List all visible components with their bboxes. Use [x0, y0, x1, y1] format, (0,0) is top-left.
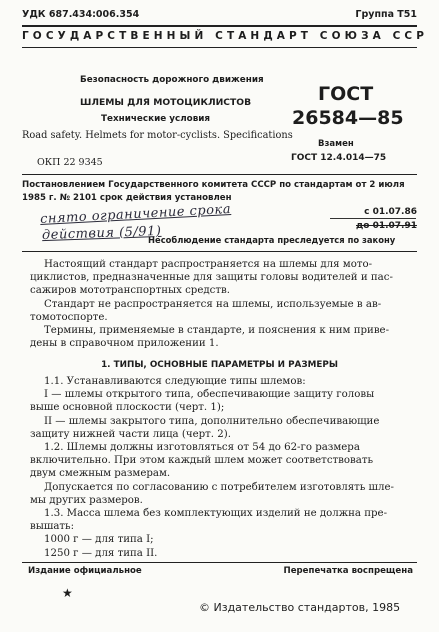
document-subtitle: Технические условия: [101, 114, 211, 124]
footer-rule: [22, 562, 417, 563]
intro-line: Стандарт не распространяется на шлемы, используемые в ав-: [44, 298, 382, 310]
section-line: II — шлемы закрытого типа, дополнительно обеспечивающие: [44, 415, 380, 427]
section-line: 1.2. Шлемы должны изготовляться от 54 до 62-го размера: [44, 442, 360, 454]
replaces-label: Взамен: [318, 139, 354, 149]
decree-line-1: Постановлением Государственного комитета СССР по стандартам от 2 июля: [22, 180, 405, 190]
section-line: выше основной плоскости (черт. 1);: [30, 402, 225, 414]
group-code: Группа Т51: [355, 9, 417, 20]
topic-line: Безопасность дорожного движения: [80, 75, 264, 85]
intro-line: сажиров мототранспортных средств.: [30, 285, 230, 297]
intro-line: циклистов, предназначенные для защиты головы водителей и пас-: [30, 272, 393, 284]
validity-to: до 01.07.91: [356, 221, 417, 231]
official-edition: Издание официальное: [28, 566, 142, 576]
reprint-prohibited: Перепечатка воспрещена: [283, 566, 413, 576]
handwritten-note-line-1: снято ограничение срока: [39, 202, 232, 227]
intro-line: Настоящий стандарт распространяется на шлемы для мото-: [44, 259, 373, 270]
section-line: мы других размеров.: [30, 494, 143, 506]
publisher-copyright: © Издательство стандартов, 1985: [199, 601, 401, 614]
intro-text: [30, 258, 415, 350]
udk-code: УДК 687.434:006.354: [22, 9, 140, 20]
title-english: Road safety. Helmets for motor-cyclists. Specifications: [22, 130, 293, 141]
okp-code: ОКП 22 9345: [37, 157, 103, 168]
section-line: I — шлемы открытого типа, обеспечивающие защиту головы: [44, 389, 375, 401]
decree-line-2: 1985 г. № 2101 срок действия установлен: [22, 193, 232, 203]
section-line: 1.3. Масса шлема без комплектующих изделий не должна пре-: [44, 508, 388, 520]
document-title: ШЛЕМЫ ДЛЯ МОТОЦИКЛИСТОВ: [80, 97, 252, 108]
section-heading: 1. ТИПЫ, ОСНОВНЫЕ ПАРАМЕТРЫ И РАЗМЕРЫ: [101, 360, 338, 370]
section-line: защиту нижней части лица (черт. 2).: [30, 428, 231, 440]
validity-from: с 01.07.86: [364, 207, 417, 217]
star-icon: ★: [62, 586, 73, 600]
section-line: двум смежным размерам.: [30, 468, 171, 480]
section-line: 1250 г — для типа II.: [44, 547, 158, 559]
top-rule: [22, 25, 417, 27]
section-line: вышать:: [30, 521, 75, 533]
section-1-text: [30, 375, 415, 560]
section-line: Допускается по согласованию с потребителем изготовлять шле-: [44, 481, 394, 493]
section-line: 1.1. Устанавливаются следующие типы шлемов:: [44, 376, 306, 387]
replaces-value: ГОСТ 12.4.014—75: [291, 153, 387, 163]
intro-line: томотоспорте.: [30, 311, 108, 323]
gost-number: 26584—85: [292, 107, 404, 129]
validity-underline: [330, 218, 416, 219]
decree-rule: [22, 251, 417, 252]
handwritten-note-line-2: действия (5/91): [41, 223, 162, 244]
section-line: включительно. При этом каждый шлем может соответствовать: [30, 455, 374, 467]
intro-line: дены в справочном приложении 1.: [30, 338, 219, 350]
banner-rule: [22, 47, 417, 48]
state-standard-banner: ГОСУДАРСТВЕННЫЙ СТАНДАРТ СОЮЗА ССР: [22, 30, 429, 42]
prosecution-notice: Несоблюдение стандарта преследуется по закону: [148, 235, 396, 245]
section-line: 1000 г — для типа I;: [44, 534, 154, 546]
intro-line: Термины, применяемые в стандарте, и пояснения к ним приве-: [44, 325, 390, 337]
title-rule: [22, 174, 417, 175]
gost-label: ГОСТ: [318, 83, 374, 105]
